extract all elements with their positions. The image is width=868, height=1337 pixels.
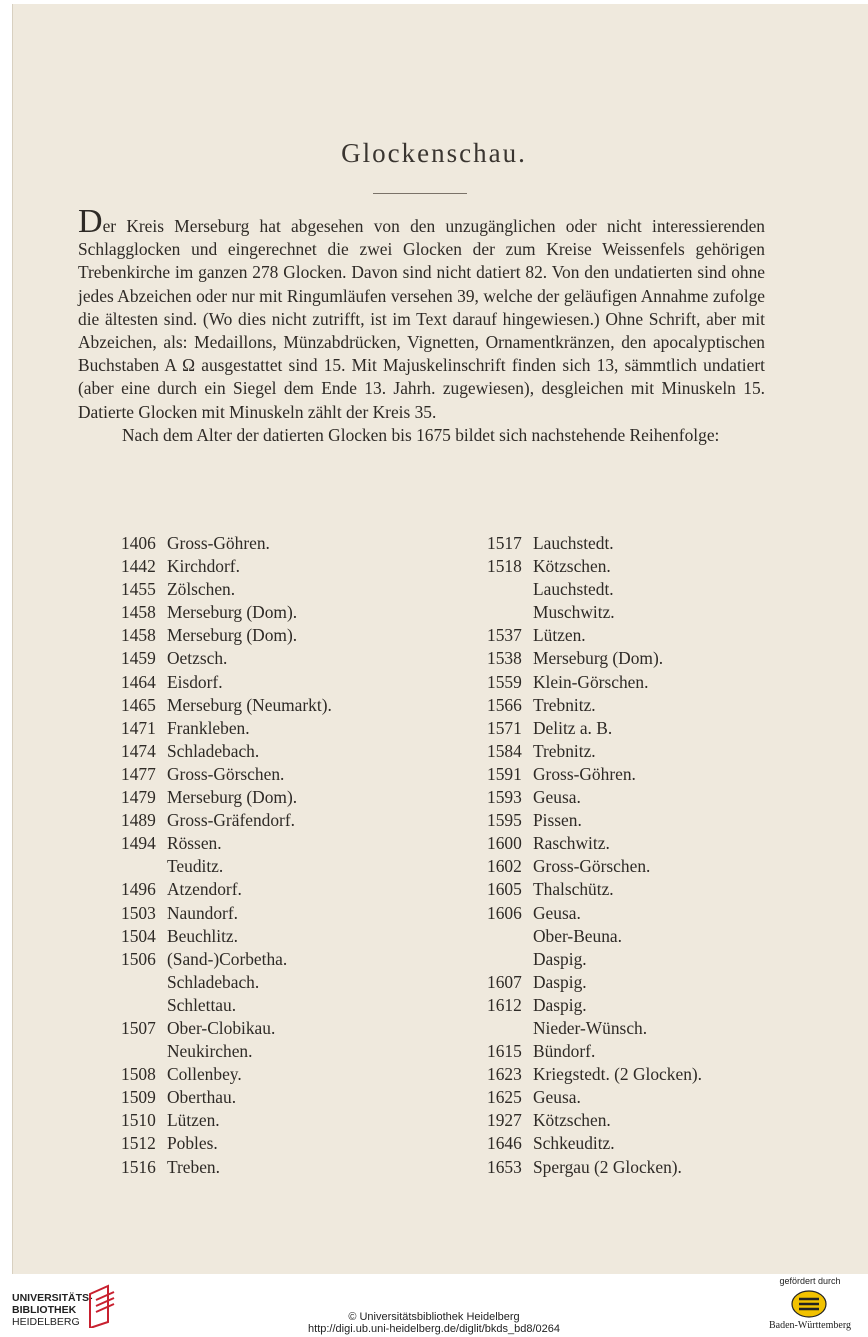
bell-entry xyxy=(487,832,702,855)
bell-place: Merseburg (Neumarkt). xyxy=(167,694,332,715)
bell-place: Treben. xyxy=(167,1156,220,1177)
bell-place: Lauchstedt. xyxy=(533,579,614,600)
bell-year: 1455 xyxy=(121,579,156,600)
bell-place: Naundorf. xyxy=(167,902,238,923)
bell-entry xyxy=(487,578,702,601)
bell-year: 1464 xyxy=(121,671,156,692)
bell-place: Geusa. xyxy=(533,902,581,923)
bell-entry xyxy=(121,925,332,948)
bell-entry xyxy=(487,855,702,878)
bell-entry xyxy=(121,601,332,624)
bell-place: Klein-Görschen. xyxy=(533,671,649,692)
bell-year: 1512 xyxy=(121,1133,156,1154)
bell-entry xyxy=(487,624,702,647)
bell-year: 1595 xyxy=(487,810,522,831)
bell-entry xyxy=(121,1086,332,1109)
bell-entry xyxy=(487,1132,702,1155)
bell-year: 1571 xyxy=(487,717,522,738)
bell-entry xyxy=(121,717,332,740)
bell-year: 1458 xyxy=(121,602,156,623)
bell-entry xyxy=(487,1156,702,1179)
library-name-line1: UNIVERSITÄTS- xyxy=(12,1292,93,1304)
intro-paragraph-1 xyxy=(78,203,765,424)
page-title: Glockenschau. xyxy=(341,138,527,168)
copyright-notice xyxy=(0,1311,868,1335)
bell-list-right xyxy=(487,532,702,1179)
bell-year: 1593 xyxy=(487,787,522,808)
bell-place: Schkeuditz. xyxy=(533,1133,615,1154)
bell-entry xyxy=(121,694,332,717)
bell-place: Kirchdorf. xyxy=(167,556,240,577)
bell-entry xyxy=(487,786,702,809)
bell-entry xyxy=(121,1017,332,1040)
bell-place: Spergau (2 Glocken). xyxy=(533,1156,682,1177)
bell-place: Gross-Göhren. xyxy=(167,533,270,553)
bell-entry xyxy=(487,1017,702,1040)
bell-place: Rössen. xyxy=(167,833,222,854)
bell-year: 1559 xyxy=(487,671,522,692)
bell-entry xyxy=(121,902,332,925)
bell-year: 1612 xyxy=(487,994,522,1015)
bell-entry xyxy=(121,624,332,647)
bell-place: Geusa. xyxy=(533,1087,581,1108)
bell-year: 1459 xyxy=(121,648,156,669)
intro-text xyxy=(78,203,765,447)
bell-year: 1584 xyxy=(487,740,522,761)
bell-place: Daspig. xyxy=(533,994,587,1015)
bell-place: Gross-Görschen. xyxy=(167,763,285,784)
bell-year: 1625 xyxy=(487,1087,522,1108)
bell-year: 1471 xyxy=(121,717,156,738)
bell-entry xyxy=(487,647,702,670)
bell-place: Merseburg (Dom). xyxy=(533,648,664,669)
bell-entry xyxy=(121,832,332,855)
bell-year: 1506 xyxy=(121,948,156,969)
bell-place: Raschwitz. xyxy=(533,833,610,854)
bell-place: (Sand-)Corbetha. xyxy=(167,948,288,969)
bell-entry xyxy=(487,1086,702,1109)
bell-year: 1406 xyxy=(121,533,156,553)
bell-place: Lützen. xyxy=(533,625,586,646)
bell-entry xyxy=(487,1063,702,1086)
bell-year: 1442 xyxy=(121,556,156,577)
bell-year: 1509 xyxy=(121,1087,156,1108)
source-url[interactable]: http://digi.ub.uni-heidelberg.de/diglit/bkds_bd8/0264 xyxy=(308,1323,560,1335)
bell-entry xyxy=(487,809,702,832)
bell-place: Merseburg (Dom). xyxy=(167,625,298,646)
bell-place: Schladebach. xyxy=(167,971,260,992)
bell-entry xyxy=(487,925,702,948)
bell-year: 1518 xyxy=(487,556,522,577)
bell-entry xyxy=(121,740,332,763)
bell-entry xyxy=(121,647,332,670)
bell-place: Oetzsch. xyxy=(167,648,228,669)
bell-place: Pissen. xyxy=(533,810,582,831)
baden-wuerttemberg-crest-icon xyxy=(791,1290,827,1318)
bell-year: 1927 xyxy=(487,1110,522,1131)
bell-entry xyxy=(487,1040,702,1063)
bell-year: 1503 xyxy=(121,902,156,923)
intro-paragraph-2: Nach dem Alter der datierten Glocken bis 1675 bildet sich nachstehende Reihenfolge: xyxy=(122,424,720,445)
bell-place: Kriegstedt. (2 Glocken). xyxy=(533,1064,703,1085)
bell-year: 1508 xyxy=(121,1064,156,1085)
bell-place: Schlettau. xyxy=(167,994,237,1015)
bell-place: Atzendorf. xyxy=(167,879,242,900)
bell-year: 1607 xyxy=(487,971,522,992)
bell-place: Kötzschen. xyxy=(533,1110,611,1131)
bell-place: Eisdorf. xyxy=(167,671,223,692)
bell-entry xyxy=(487,763,702,786)
intro-paragraph-1-text: er Kreis Merseburg hat abgesehen von den unzugänglichen oder nicht interessierenden Schlagglocken und eingerechnet die zwei Glocken der zum Kreise Weissenfels gehörigen Trebenkirche im ganzen 278 Glocken. Davon sind nicht datiert 82. Von den undatierten sind ohne jedes Abzeichen oder nur mit Ringumläufen versehen 39, welche der geläufigen Annahme zufolge die ältesten sind. (Wo dies nicht zutrifft, ist im Text darauf hingewiesen.) Ohne Schrift, aber mit Abzeichen, als: Medaillons, Münzabdrücken, Vignetten, Ornamentkränzen, den apocalyptischen Buchstaben A Ω ausgestattet sind 15. Mit Majuskelinschrift finden sich 13, sämmtlich undatiert (aber eine durch ein Siegel dem Ende 13. Jahrh. zugewiesen), desgleichen mit Minuskeln 15. Datierte Glocken mit Minuskeln zählt der Kreis 35. xyxy=(78,216,765,422)
bell-entry xyxy=(121,578,332,601)
bell-list-left xyxy=(121,532,332,1179)
bell-place: Muschwitz. xyxy=(533,602,615,623)
bell-place: Teuditz. xyxy=(167,856,224,877)
bell-year: 1494 xyxy=(121,833,156,854)
bell-place: Thalschütz. xyxy=(533,879,614,900)
bell-place: Nieder-Wünsch. xyxy=(533,1017,648,1038)
bell-place: Trebnitz. xyxy=(533,740,596,761)
bell-year: 1600 xyxy=(487,833,522,854)
bell-year: 1538 xyxy=(487,648,522,669)
bell-year: 1517 xyxy=(487,533,522,553)
bell-place: Frankleben. xyxy=(167,717,250,738)
bell-year: 1602 xyxy=(487,856,522,877)
bell-place: Gross-Göhren. xyxy=(533,763,636,784)
bell-place: Ober-Beuna. xyxy=(533,925,622,946)
bell-place: Lützen. xyxy=(167,1110,220,1131)
bell-place: Merseburg (Dom). xyxy=(167,602,298,623)
bell-year: 1605 xyxy=(487,879,522,900)
funding-label: gefördert durch xyxy=(779,1276,841,1286)
bell-place: Daspig. xyxy=(533,971,587,992)
bell-year: 1646 xyxy=(487,1133,522,1154)
bell-entry xyxy=(121,1040,332,1063)
bell-year: 1653 xyxy=(487,1156,522,1177)
bell-entry xyxy=(487,671,702,694)
bell-year: 1465 xyxy=(121,694,156,715)
bell-place: Neukirchen. xyxy=(167,1041,253,1062)
bell-place: Bündorf. xyxy=(533,1041,596,1062)
bell-year: 1477 xyxy=(121,763,156,784)
bell-place: Pobles. xyxy=(167,1133,218,1154)
copyright-text: © Universitätsbibliothek Heidelberg xyxy=(348,1311,520,1323)
bell-place: Delitz a. B. xyxy=(533,717,613,738)
bell-year: 1474 xyxy=(121,740,156,761)
bell-place: Ober-Clobikau. xyxy=(167,1017,276,1038)
bell-place: Oberthau. xyxy=(167,1087,237,1108)
bell-place: Geusa. xyxy=(533,787,581,808)
bell-entry xyxy=(121,948,332,971)
bell-year: 1566 xyxy=(487,694,522,715)
bell-entry xyxy=(487,994,702,1017)
bell-entry xyxy=(487,555,702,578)
bell-year: 1623 xyxy=(487,1064,522,1085)
library-name-line3: HEIDELBERG xyxy=(12,1316,80,1328)
bell-entry xyxy=(487,694,702,717)
bell-entry xyxy=(121,971,332,994)
bell-year: 1479 xyxy=(121,787,156,808)
bell-entry xyxy=(121,1132,332,1155)
bell-year: 1504 xyxy=(121,925,156,946)
bell-entry xyxy=(487,532,702,555)
bell-year: 1458 xyxy=(121,625,156,646)
bell-entry xyxy=(121,671,332,694)
bell-entry xyxy=(121,878,332,901)
bell-year: 1510 xyxy=(121,1110,156,1131)
bell-entry xyxy=(121,786,332,809)
bell-entry xyxy=(487,740,702,763)
funder-name: Baden-Württemberg xyxy=(768,1320,851,1331)
bell-place: Daspig. xyxy=(533,948,587,969)
bell-place: Zölschen. xyxy=(167,579,236,600)
bell-place: Merseburg (Dom). xyxy=(167,787,298,808)
bell-place: Lauchstedt. xyxy=(533,533,614,553)
bell-entry xyxy=(121,809,332,832)
bell-year: 1537 xyxy=(487,625,522,646)
bell-entry xyxy=(487,601,702,624)
bell-year: 1496 xyxy=(121,879,156,900)
bell-year: 1606 xyxy=(487,902,522,923)
bell-entry xyxy=(121,1109,332,1132)
bell-year: 1489 xyxy=(121,810,156,831)
bell-year: 1516 xyxy=(121,1156,156,1177)
bell-entry xyxy=(487,971,702,994)
bell-entry xyxy=(487,948,702,971)
library-name-line2: BIBLIOTHEK xyxy=(12,1304,77,1316)
bell-entry xyxy=(121,994,332,1017)
bell-place: Beuchlitz. xyxy=(167,925,238,946)
bell-entry xyxy=(487,902,702,925)
bell-entry xyxy=(487,878,702,901)
bell-place: Gross-Gräfendorf. xyxy=(167,810,295,831)
bell-place: Schladebach. xyxy=(167,740,260,761)
bell-entry xyxy=(121,855,332,878)
bell-year: 1507 xyxy=(121,1017,156,1038)
bell-entry xyxy=(121,1156,332,1179)
bell-entry xyxy=(121,1063,332,1086)
bell-entry xyxy=(121,763,332,786)
drop-cap: D xyxy=(78,203,103,240)
bell-entry xyxy=(121,555,332,578)
bell-entry xyxy=(487,1109,702,1132)
bell-entry xyxy=(121,532,332,555)
bell-entry xyxy=(487,717,702,740)
title-divider xyxy=(373,193,467,194)
bell-year: 1615 xyxy=(487,1041,522,1062)
bell-place: Kötzschen. xyxy=(533,556,611,577)
bell-year: 1591 xyxy=(487,763,522,784)
bell-place: Trebnitz. xyxy=(533,694,596,715)
bell-place: Gross-Görschen. xyxy=(533,856,651,877)
bell-place: Collenbey. xyxy=(167,1064,242,1085)
